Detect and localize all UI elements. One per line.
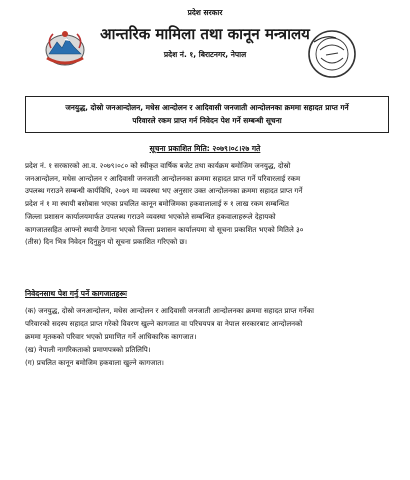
documents-list	[25, 304, 387, 369]
body-line: प्रदेश नं १ मा स्थायी बसोबास भएका प्रचलित कानून बमोजिमका हकवालालाई रु १ लाख रकम सम्बन्धित	[25, 199, 289, 209]
publication-date: सूचना प्रकाशित मिति: २०७९।०८।२७ गते	[149, 144, 261, 153]
official-seal-icon	[306, 28, 358, 80]
body-line: जिल्ला प्रशासन कार्यालयमार्फत उपलब्ध गराउने व्यवस्था भएकोले सम्बन्धित हकवालाहरूले देहायको	[25, 211, 276, 221]
ministry-title: आन्तरिक मामिला तथा कानून मन्त्रालय	[100, 25, 310, 43]
document-item: (ग) प्रचलित कानून बमोजिम हकवाला खुल्ने कागजात।	[25, 358, 164, 367]
subject-line-1: जनयुद्ध, दोस्रो जनआन्दोलन, मधेस आन्दोलन र आदिवासी जनजाती आन्दोलनका क्रममा सहादत प्राप्त गर्ने	[65, 103, 349, 112]
body-line: प्रदेश नं. १ सरकारको आ.व. २०७९।०८० को स्वीकृत वार्षिक बजेट तथा कार्यक्रम बमोजिम जनयुद्ध, दोस्रो	[25, 161, 291, 170]
notice-body	[25, 160, 387, 249]
document-item: (ख) नेपाली नागरिकताको प्रमाणपत्रको प्रतिलिपि।	[25, 345, 151, 354]
office-address: प्रदेश नं. १, बिराटनगर, नेपाल	[163, 50, 247, 59]
subject-line-2: परिवारले रकम प्राप्त गर्न निवेदन पेश गर्ने सम्बन्धी सूचना	[132, 116, 282, 125]
body-line: जनआन्दोलन, मधेस आन्दोलन र आदिवासी जनजाती आन्दोलनका क्रममा सहादत प्राप्त गर्ने परिवारलाई रकम	[25, 173, 301, 183]
document-item: (क) जनयुद्ध, दोस्रो जनआन्दोलन, मधेस आन्दोलन र आदिवासी जनजाती आन्दोलनका क्रममा सहादत प्राप्त गर्नेका	[25, 306, 315, 315]
body-line: (तीस) दिन भित्र निवेदन दिनुहुन यो सूचना प्रकाशित गरिएको छ।	[25, 237, 188, 247]
document-item: परिवारको सदस्य सहादत प्राप्त गरेको विवरण खुल्ने कागजात वा परिचयपत्र वा नेपाल सरकारबाट आन्दोलनको	[25, 319, 303, 328]
document-item: क्रममा मृतकको परिवार भएको प्रमाणित गर्ने आधिकारिक कागजात।	[25, 332, 197, 341]
body-line: कागजातसहित आफ्नो स्थायी ठेगाना भएको जिल्ला प्रशासन कार्यालयमा यो सूचना प्रकाशित भएको मितिले ३०	[25, 224, 304, 234]
subject-box	[25, 96, 389, 133]
body-line: उपलब्ध गराउने सम्बन्धी कार्यविधि, २०७९ मा व्यवस्था भए अनुसार उक्त आन्दोलनका क्रममा सहादत प्राप्त गर्ने	[25, 186, 303, 196]
office-label: प्रदेश सरकार	[187, 8, 223, 17]
documents-heading: निवेदनसाथ पेश गर्नु पर्ने कागजातहरूः	[25, 289, 127, 298]
